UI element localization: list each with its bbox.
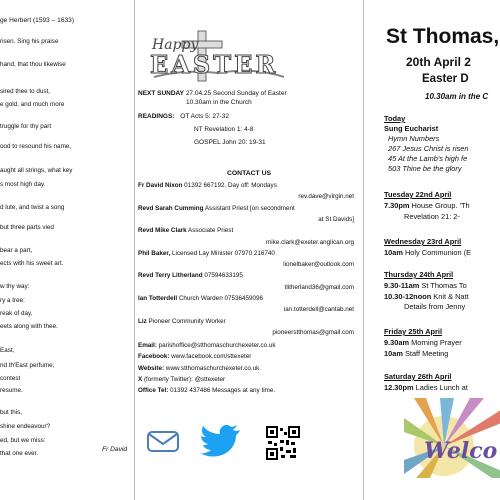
web-contact-line: [138, 353, 251, 360]
poem-line: e gold, and much more: [0, 101, 65, 108]
happy-text: Happy: [152, 37, 199, 53]
reading-nt: NT Revelation 1: 4-8: [194, 126, 254, 134]
poem-line: eets along with thee.: [0, 323, 58, 330]
contact-name: Revd Terry Litherland: [138, 272, 203, 280]
day-heading-text: Thursday 24th April: [384, 270, 454, 279]
event-time: 7.30pm: [384, 201, 410, 210]
contact-name: Revd Mike Clark: [138, 227, 187, 235]
event-description: Revelation 21: 2-: [404, 211, 460, 221]
contact-line: [283, 261, 354, 268]
contact-detail: Church Warden 07536459096: [177, 295, 263, 302]
contact-detail: Licensed Lay Minister 07970 216740: [170, 249, 275, 257]
contact-detail[interactable]: tlitherland36@gmail.com: [284, 283, 354, 291]
hymn-item: 45 At the Lamb's high fe: [388, 154, 468, 163]
day-heading: [384, 270, 453, 279]
contact-line: [138, 318, 226, 325]
today-heading: Today: [384, 114, 406, 123]
service-name: Easter D: [422, 73, 469, 85]
today-label: Sung Eucharist: [384, 124, 439, 133]
qr-code: [266, 426, 300, 460]
day-heading-text: Wednesday 23rd April: [384, 237, 462, 246]
poem-line: d lute, and twist a song: [0, 204, 65, 211]
day-heading-text: Tuesday 22nd April: [384, 190, 452, 199]
poem-line: w thy way:: [0, 283, 30, 290]
day-heading: [384, 237, 461, 246]
twitter-bird-icon: [200, 425, 242, 457]
service-time: 10.30am in the C: [425, 92, 489, 101]
event-time: 9.30-11am: [384, 281, 420, 290]
schedule-column: [368, 0, 500, 500]
event-time: 10am: [384, 248, 403, 257]
poem-line: hand, that thou likewise: [0, 61, 66, 68]
contact-detail[interactable]: lionelbaker@outlook.com: [283, 261, 354, 269]
contact-detail: Pioneer Community Worker: [146, 317, 226, 325]
poem-signature: Fr David: [102, 446, 127, 453]
day-heading: [384, 190, 451, 199]
event-description: Ladies Lunch at: [413, 383, 468, 392]
welcome-text: Welco: [424, 438, 498, 464]
contact-line: [138, 182, 277, 189]
poem-line: contest: [0, 375, 21, 382]
poem-line: truggle for thy part: [0, 123, 52, 130]
day-heading: [384, 327, 442, 336]
hymn-item: 267 Jesus Christ is risen: [388, 144, 469, 153]
event-description: Holy Communion (E: [402, 248, 472, 257]
church-title: St Thomas,: [386, 25, 500, 48]
event-description: Knit & Natt: [431, 291, 469, 301]
day-heading-text: Saturday 26th April: [384, 372, 452, 381]
event-line: [404, 302, 465, 311]
contact-detail[interactable]: pioneerstthomas@gmail.com: [272, 328, 354, 336]
poem-line: but three parts vied: [0, 224, 54, 231]
web-contact-value[interactable]: parishoffice@stthomaschurchexeter.co.uk: [156, 342, 276, 349]
event-description: Details from Jenny: [404, 302, 466, 311]
web-contact-value[interactable]: 01392 437486 Messages at any time.: [168, 387, 276, 395]
contact-line: [284, 306, 354, 313]
column-divider: [134, 0, 135, 500]
poem-line: nd th'East perfume;: [0, 362, 55, 369]
contact-line: [138, 250, 275, 257]
welcome-banner: [404, 398, 500, 478]
event-line: [384, 383, 468, 392]
contact-heading: CONTACT US: [226, 170, 272, 177]
contact-detail[interactable]: mike.clark@exeter.anglican.org: [266, 238, 354, 246]
service-date: 20th April 2: [406, 55, 471, 69]
web-contact-label: Email:: [138, 342, 157, 349]
event-line: [384, 292, 469, 301]
next-sunday-time: 10.30am in the Church: [186, 99, 252, 107]
contact-name: Phil Baker,: [138, 249, 171, 257]
column-divider: [363, 0, 364, 500]
contact-detail[interactable]: rev.dave@virgin.net: [298, 193, 354, 201]
welcome-rays-image: [404, 398, 500, 478]
event-line: [384, 281, 467, 290]
web-contact-label: Office Tel:: [138, 387, 169, 395]
poem-title: ge Herbert (1593 – 1633): [0, 17, 75, 24]
poem-line: shine endeavour?: [0, 423, 51, 430]
event-time: 9.30am: [384, 338, 410, 347]
email-icon: [146, 428, 180, 454]
poem-line: s most high day.: [0, 181, 46, 188]
poem-line: sired thee to dust,: [0, 88, 51, 95]
web-contact-line: [138, 365, 259, 372]
poem-line: aught all strings, what key: [0, 167, 73, 174]
poem-line: East,: [0, 347, 15, 354]
event-description: House Group. 'Th: [409, 201, 470, 210]
contact-line: [272, 329, 354, 336]
next-sunday: [138, 89, 287, 107]
poem-line: but this,: [0, 409, 23, 416]
event-description: Staff Meeting: [402, 348, 449, 358]
contact-name: Fr David Nixon: [138, 182, 183, 189]
event-line: [384, 201, 470, 210]
contact-detail: 01392 667192. Day off: Mondays: [182, 182, 277, 189]
web-contact-value[interactable]: (formerly Twitter): @sttexeter: [142, 375, 226, 383]
poem-line: ects with his sweet art.: [0, 260, 64, 267]
event-time: 10.30-12noon: [384, 291, 432, 301]
contact-name: Revd Sarah Cumming: [138, 204, 204, 212]
poem-line: ood to resound his name,: [0, 143, 72, 150]
contact-line: [138, 272, 243, 279]
readings-label: READINGS:: [138, 113, 175, 120]
event-line: [384, 349, 448, 358]
next-sunday-label: NEXT SUNDAY: [138, 90, 184, 97]
poem-line: reak of day,: [0, 310, 33, 317]
day-heading-text: Friday 25th April: [384, 327, 443, 336]
web-contact-label: Facebook:: [138, 353, 170, 361]
poem-line: ry a tree:: [0, 297, 25, 304]
happy-easter-logo: [144, 27, 292, 85]
event-description: Morning Prayer: [409, 338, 462, 347]
contact-name: Ian Totterdell: [138, 295, 178, 302]
event-time: 10am: [384, 348, 403, 358]
web-contact-line: [138, 342, 276, 349]
contact-line: [138, 295, 263, 302]
event-time: 12.30pm: [384, 383, 414, 392]
event-line: [404, 212, 460, 221]
web-contact-label: X: [138, 375, 143, 383]
reading-gospel: GOSPEL John 20: 19-31: [194, 139, 266, 147]
contact-line: [266, 239, 354, 246]
reading-ot: OT Acts 5: 27-32: [180, 113, 229, 120]
poem-line: bear a part,: [0, 247, 33, 254]
contact-line: [138, 227, 233, 234]
web-contact-label: Website:: [138, 364, 165, 372]
event-line: [384, 338, 462, 347]
next-sunday-text: 27.04.25 Second Sunday of Easter: [185, 90, 287, 97]
day-heading: [384, 372, 452, 381]
event-line: [384, 248, 471, 257]
contact-detail[interactable]: at St Davids]: [318, 215, 354, 223]
contact-detail: Assistant Priest [on secondment: [203, 204, 295, 212]
event-description: St Thomas To: [419, 281, 467, 290]
poem-line: resume.: [0, 387, 23, 394]
poem-column: [0, 0, 133, 500]
contact-detail: 07594633195: [202, 272, 243, 280]
easter-text: EASTER: [150, 50, 279, 79]
contact-line: [298, 193, 354, 200]
web-contact-value[interactable]: www.stthomaschurchexeter.co.uk: [164, 364, 260, 372]
hymn-item: 503 Thine be the glory: [388, 164, 462, 173]
contact-detail[interactable]: ian.totterdell@cantab.net: [283, 306, 354, 314]
web-contact-line: [138, 376, 225, 383]
poem-line: risen. Sing his praise: [0, 38, 59, 45]
web-contact-value[interactable]: www.facebook.com/sttexeter: [169, 353, 252, 361]
poem-line: that one ever.: [0, 450, 39, 457]
contact-line: [318, 216, 354, 223]
contact-line: [285, 284, 354, 291]
contact-line: [138, 205, 295, 212]
notices-column: [138, 0, 360, 500]
poem-line: ed, but we miss:: [0, 437, 46, 444]
contact-name: Liz: [138, 317, 147, 325]
contact-detail: Associate Priest: [186, 227, 234, 235]
web-contact-line: [138, 387, 275, 394]
readings: [138, 112, 266, 148]
hymns-label: Hymn Numbers: [388, 134, 440, 143]
